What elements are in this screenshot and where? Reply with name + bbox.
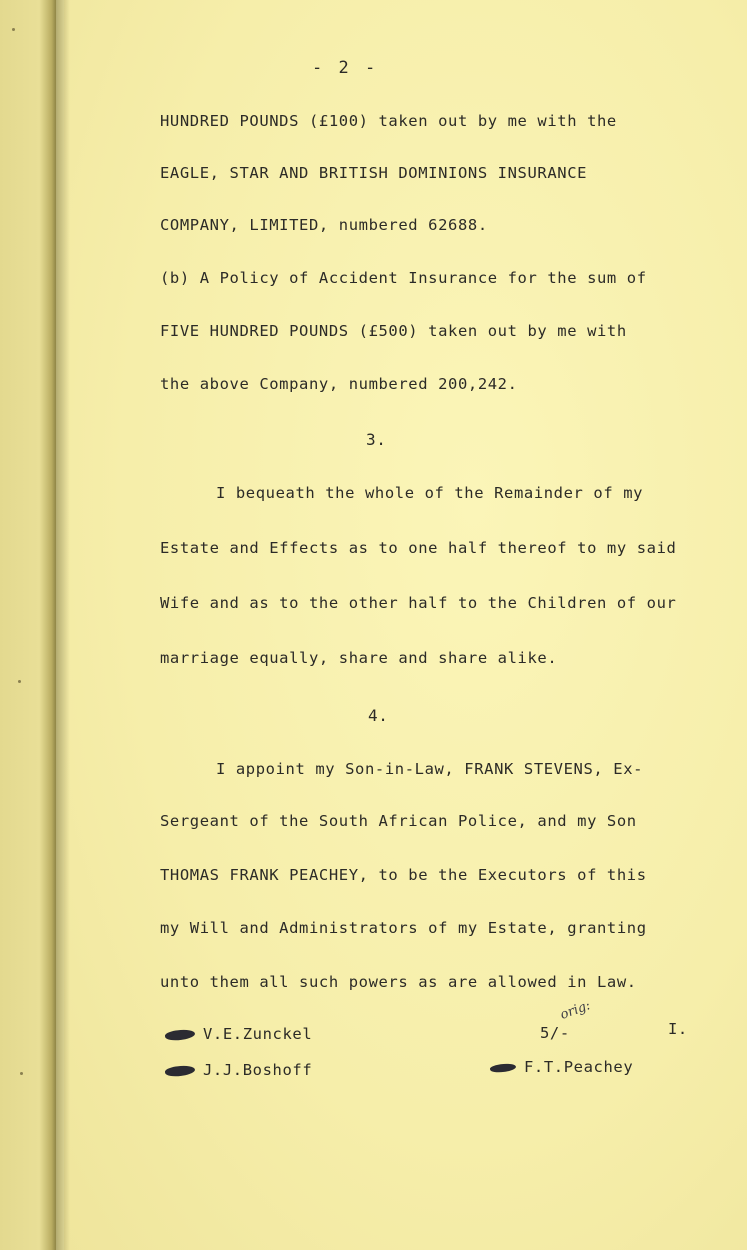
margin-speck — [20, 1072, 23, 1075]
stamp-value: 5/- — [540, 1024, 570, 1042]
margin-speck — [12, 28, 15, 31]
margin-speck — [18, 680, 21, 683]
handwritten-note: orig: — [558, 998, 593, 1023]
initial-mark: I. — [668, 1020, 688, 1038]
witness-name: V.E.Zunckel — [203, 1025, 313, 1043]
body-line: my Will and Administrators of my Estate, granting — [160, 919, 647, 937]
body-line: I bequeath the whole of the Remainder of my — [216, 484, 644, 502]
clause-number: 4. — [368, 706, 389, 725]
body-line: THOMAS FRANK PEACHEY, to be the Executors of this — [160, 866, 647, 884]
body-line: HUNDRED POUNDS (£100) taken out by me with the — [160, 112, 617, 130]
witness-name: J.J.Boshoff — [203, 1061, 313, 1079]
witness-signature-2 — [165, 1061, 312, 1079]
body-line: Sergeant of the South African Police, and my Son — [160, 812, 637, 830]
clause-number: 3. — [366, 430, 387, 449]
signature-scribble-icon — [490, 1062, 517, 1074]
body-line: Wife and as to the other half to the Children of our — [160, 594, 677, 612]
body-line: COMPANY, LIMITED, numbered 62688. — [160, 216, 488, 234]
previous-page-edge — [0, 0, 56, 1250]
body-line: the above Company, numbered 200,242. — [160, 375, 518, 393]
body-line: (b) A Policy of Accident Insurance for the sum of — [160, 269, 647, 287]
body-line: I appoint my Son-in-Law, FRANK STEVENS, Ex- — [216, 760, 644, 778]
witness-signature-1 — [165, 1025, 312, 1043]
body-line: FIVE HUNDRED POUNDS (£500) taken out by me with — [160, 322, 627, 340]
testator-name: F.T.Peachey — [524, 1058, 634, 1076]
body-line: marriage equally, share and share alike. — [160, 649, 558, 667]
body-line: unto them all such powers as are allowed in Law. — [160, 973, 637, 991]
body-line: Estate and Effects as to one half thereof to my said — [160, 539, 677, 557]
binding-gutter-shadow — [56, 0, 70, 1250]
signature-scribble-icon — [164, 1027, 195, 1041]
page-number: - 2 - — [312, 58, 379, 78]
body-line: EAGLE, STAR AND BRITISH DOMINIONS INSURANCE — [160, 164, 588, 182]
testator-signature — [490, 1058, 633, 1076]
signature-scribble-icon — [164, 1063, 195, 1077]
